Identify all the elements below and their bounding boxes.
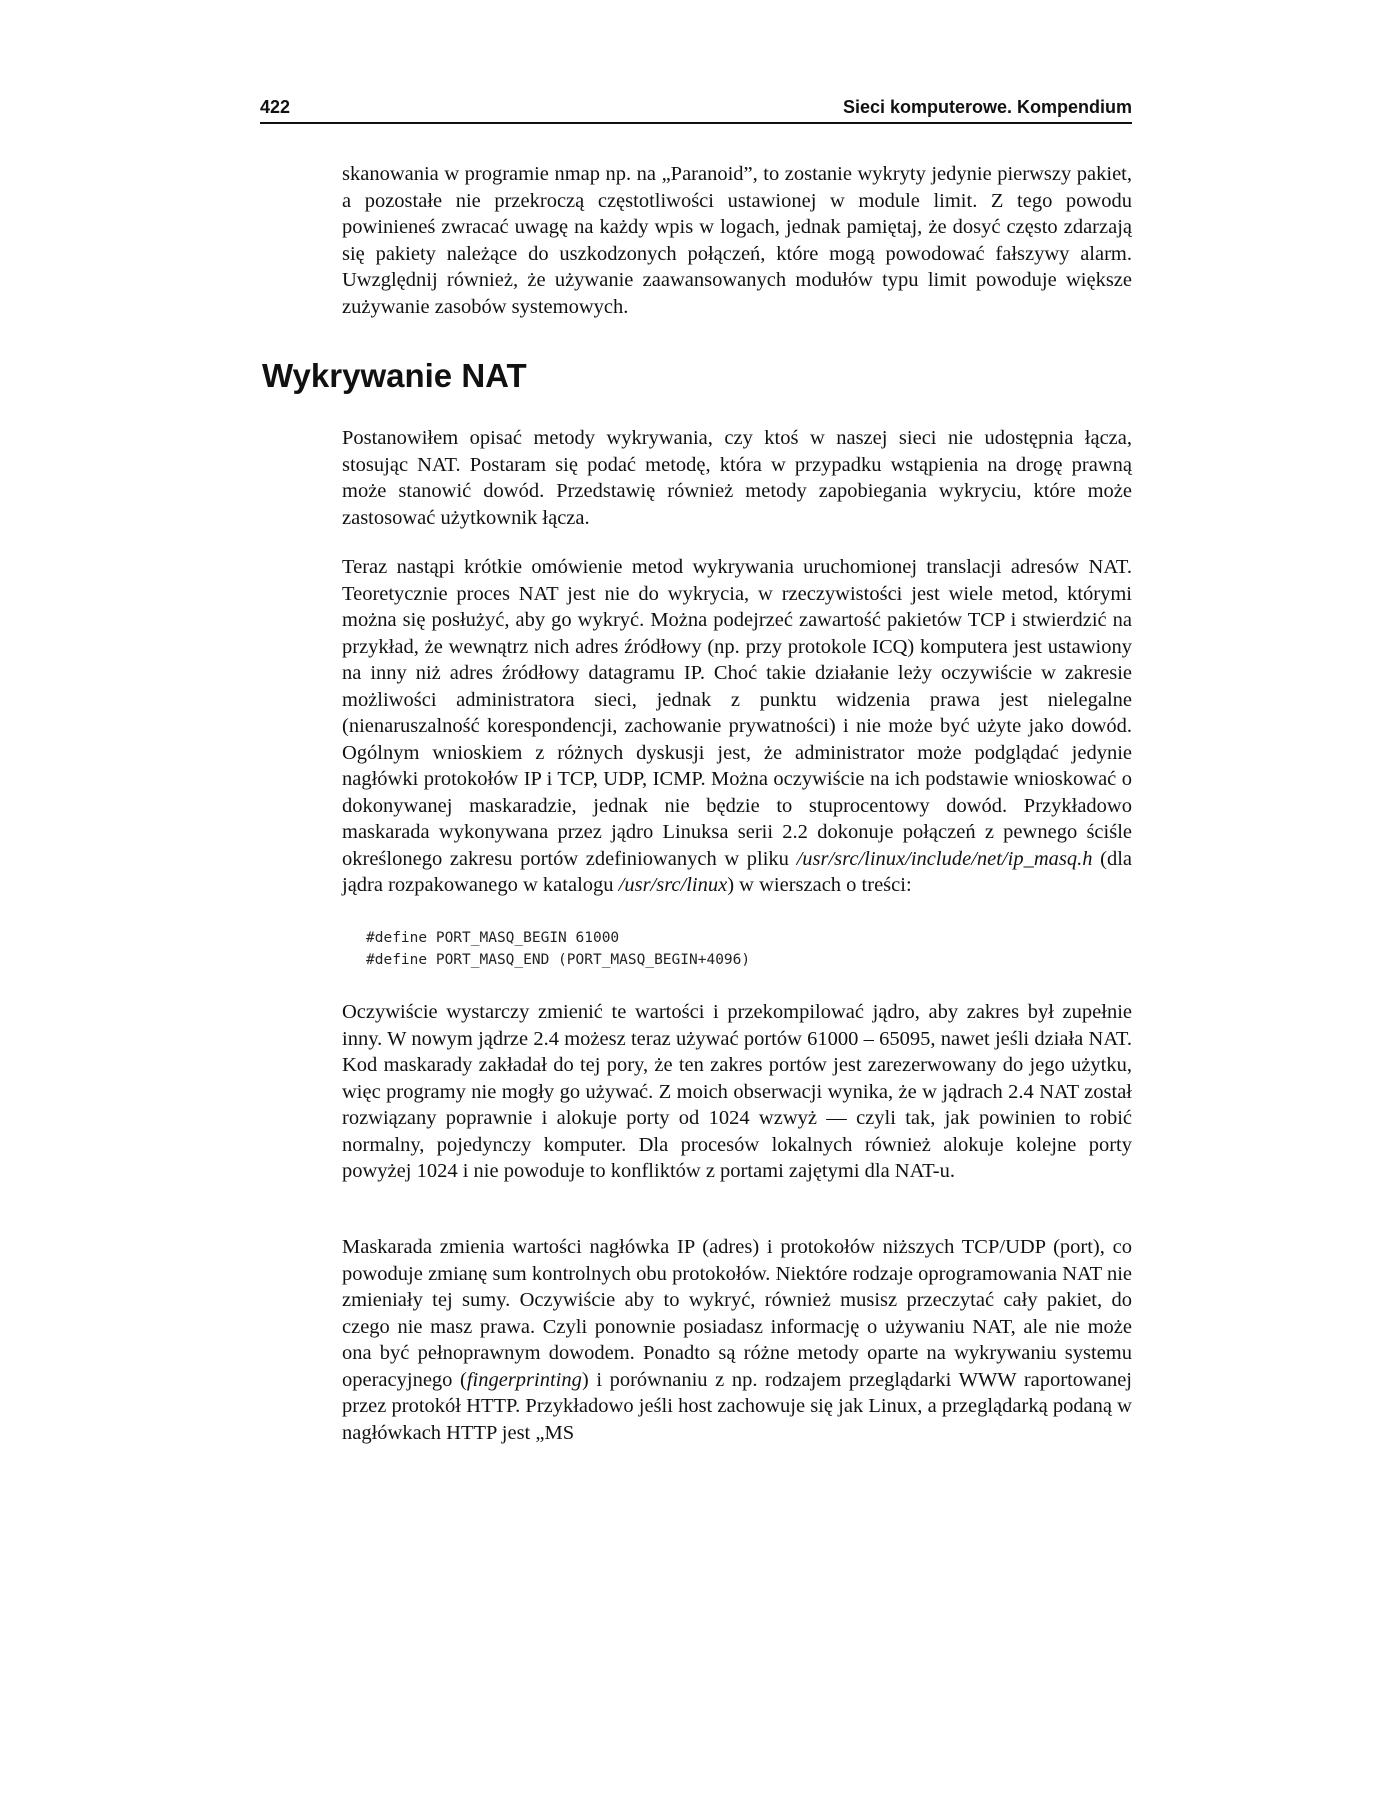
code-line: #define PORT_MASQ_END (PORT_MASQ_BEGIN+4096)	[366, 952, 751, 968]
section-paragraph-3: Oczywiście wystarczy zmienić te wartości i przekompilować jądro, aby zakres był zupełnie inny. W nowym jądrze 2.4 możesz teraz używać portów 61000 – 65095, nawet jeśli działa NAT. Kod maskarady zakładał do tej pory, że ten zakres portów jest zarezerwowany do jego użytku, więc programy nie mogły go używać. Z moich obserwacji wynika, że w jądrach 2.4 NAT został rozwiązany poprawnie i alokuje porty od 1024 wzwyż — czyli tak, jak powinien to robić normalny, pojedynczy komputer. Dla procesów lokalnych również alokuje kolejne porty powyżej 1024 i nie powoduje to konfliktów z portami zajętymi dla NAT-u.	[342, 1001, 1132, 1182]
file-path: /usr/src/linux/include/net/ip_masq.h	[796, 847, 1093, 870]
running-header	[260, 97, 1132, 125]
code-listing	[366, 927, 1066, 971]
book-title: Sieci komputerowe. Kompendium	[842, 97, 1132, 117]
section-paragraph-1: Postanowiłem opisać metody wykrywania, czy ktoś w naszej sieci nie udostępnia łącza, stosując NAT. Postaram się podać metodę, która w przypadku wstąpienia na drogę prawną może stanowić dowód. Przedstawię również metody zapobiegania wykryciu, które może zastosować użytkownik łącza.	[342, 427, 1132, 529]
header-rule	[260, 122, 1132, 124]
section-heading: Wykrywanie NAT	[262, 357, 527, 394]
section-paragraph-4	[342, 1234, 1132, 1446]
page-number: 422	[260, 97, 291, 117]
paragraph-4-text: Maskarada zmienia wartości nagłówka IP (adres) i protokołów niższych TCP/UDP (port), co powoduje zmianę sum kontrolnych obu protokołów. Niektóre rodzaje oprogramowania NAT nie zmieniały tej sumy. Oczywiście aby to wykryć, również musisz przeczytać cały pakiet, do czego nie masz prawa. Czyli ponownie posiadasz informację o używaniu NAT, ale nie może ona być pełnoprawnym dowodem. Ponadto są różne metody oparte na wykrywaniu systemu operacyjnego (	[342, 1236, 1132, 1391]
paragraph-2-text-middle: (dla jądra rozpakowanego w katalogu	[342, 847, 1132, 896]
directory-path: /usr/src/linux	[618, 874, 728, 896]
code-line: #define PORT_MASQ_BEGIN 61000	[366, 930, 620, 946]
intro-paragraph: skanowania w programie nmap np. na „Paranoid”, to zostanie wykryty jedynie pierwszy pakiet, a pozostałe nie przekroczą częstotliwości ustawionej w module limit. Z tego powodu powinieneś zwracać uwagę na każdy wpis w logach, jednak pamiętaj, że dosyć często zdarzają się pakiety należące do uszkodzonych połączeń, które mogą powodować fałszywy alarm. Uwzględnij również, że używanie zaawansowanych modułów typu limit powoduje większe zużywanie zasobów systemowych.	[342, 163, 1132, 318]
paragraph-2-text: Teraz nastąpi krótkie omówienie metod wykrywania uruchomionej translacji adresów NAT. Teoretycznie proces NAT jest nie do wykrycia, w rzeczywistości jest wiele metod, którymi można się posłużyć, aby go wykryć. Można podejrzeć zawartość pakietów TCP i stwierdzić na przykład, że wewnątrz nich adres źródłowy (np. przy protokole ICQ) komputera jest ustawiony na inny niż adres źródłowy datagramu IP. Choć takie działanie leży oczywiście w zakresie możliwości administratora sieci, jednak z punktu widzenia prawa jest nielegalne (nienaruszalność korespondencji, zachowanie prywatności) i nie może być użyte jako dowód. Ogólnym wnioskiem z różnych dyskusji jest, że administrator może podglądać jedynie nagłówki protokołów IP i TCP, UDP, ICMP. Można oczywiście na ich podstawie wnioskować o dokonywanej maskaradzie, jednak nie będzie to stuprocentowy dowód. Przykładowo maskarada wykonywana przez jądro Linuksa serii 2.2 dokonuje połączeń z pewnego ściśle określonego zakresu portów zdefiniowanych w pliku	[342, 556, 1132, 870]
paragraph-2-text-end: ) w wierszach o treści:	[727, 874, 912, 896]
italic-term: fingerprinting	[466, 1368, 582, 1391]
section-paragraph-2	[342, 554, 1132, 899]
paragraph-4-text-end: ) i porównaniu z np. rodzajem przeglądarki WWW raportowanej przez protokół HTTP. Przykładowo jeśli host zachowuje się jak Linux, a przeglądarką podaną w nagłówkach HTTP jest „MS	[342, 1368, 1132, 1444]
